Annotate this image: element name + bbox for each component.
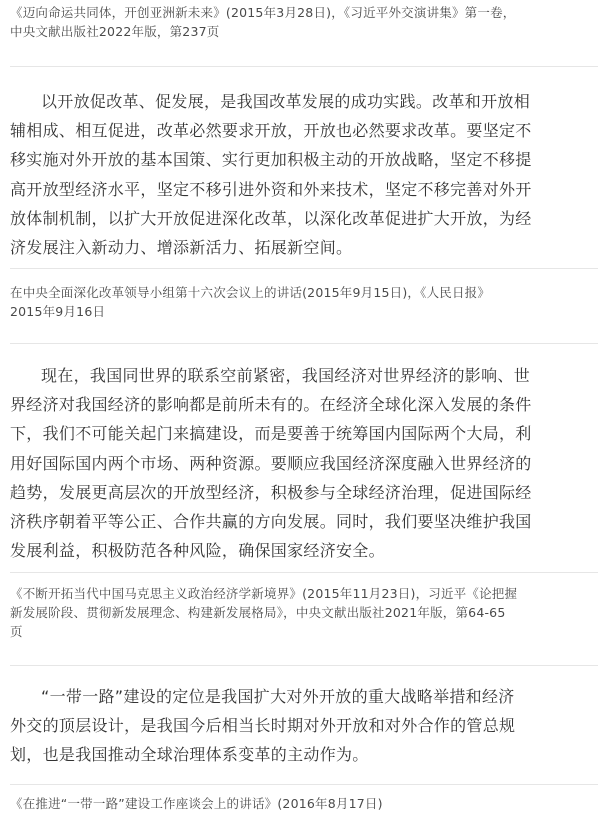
quote-1 — [10, 361, 600, 565]
quote-line: 济秩序朝着平等公正、合作共赢的方向发展。同时，我们要坚决维护我国 — [10, 512, 532, 532]
divider — [10, 665, 598, 666]
quote-line: 界经济对我国经济的影响都是前所未有的。在经济全球化深入发展的条件 — [10, 395, 532, 415]
divider — [10, 784, 598, 785]
quote-line: 趋势，发展更高层次的开放型经济，积极参与全球经济治理，促进国际经 — [10, 482, 532, 502]
quote-line: “一带一路”建设的定位是我国扩大对外开放的重大战略举措和经济 — [41, 687, 515, 706]
citation-line: 《在推进“一带一路”建设工作座谈会上的讲话》(2016年8月17日) — [10, 796, 383, 811]
citation-line: 页 — [10, 624, 23, 639]
citation-0 — [10, 3, 600, 41]
citation-line: 《迈向命运共同体，开创亚洲新未来》(2015年3月28日)，《习近平外交演讲集》第一卷， — [10, 5, 516, 20]
quote-line: 下，我们不可能关起门来搞建设，而是要善于统筹国内国际两个大局，利 — [10, 424, 532, 444]
citation-2 — [10, 584, 600, 641]
quote-line: 用好国际国内两个市场、两种资源。要顺应我国经济深度融入世界经济的 — [10, 453, 532, 473]
divider — [10, 572, 598, 573]
citation-line: 2015年9月16日 — [10, 304, 106, 319]
citation-line: 新发展阶段、贯彻新发展理念、构建新发展格局》，中央文献出版社2021年版，第64-65 — [10, 605, 506, 620]
citation-line: 在中央全面深化改革领导小组第十六次会议上的讲话(2015年9月15日)，《人民日报》 — [10, 285, 491, 300]
citation-3 — [10, 794, 600, 813]
quote-line: 发展利益，积极防范各种风险，确保国家经济安全。 — [10, 541, 385, 561]
quote-0 — [10, 87, 600, 262]
quote-line: 外交的顶层设计，是我国今后相当长时期对外开放和对外合作的管总规 — [10, 716, 516, 736]
citation-line: 《不断开拓当代中国马克思主义政治经济学新境界》(2015年11月23日)，习近平《论把握 — [10, 586, 518, 601]
quote-line: 济发展注入新动力、增添新活力、拓展新空间。 — [10, 238, 353, 258]
quote-line: 高开放型经济水平，坚定不移引进外资和外来技术，坚定不移完善对外开 — [10, 179, 532, 199]
quote-line: 划，也是我国推动全球治理体系变革的主动作为。 — [10, 745, 369, 765]
divider — [10, 343, 598, 344]
divider — [10, 66, 598, 67]
quote-line: 放体制机制，以扩大开放促进深化改革，以深化改革促进扩大开放，为经 — [10, 208, 532, 228]
quote-2 — [10, 682, 600, 770]
quote-line: 移实施对外开放的基本国策、实行更加积极主动的开放战略，坚定不移提 — [10, 150, 532, 170]
quote-line: 以开放促改革、促发展，是我国改革发展的成功实践。改革和开放相 — [41, 92, 531, 111]
divider — [10, 268, 598, 269]
quote-line: 辅相成、相互促进，改革必然要求开放，开放也必然要求改革。要坚定不 — [10, 121, 532, 141]
citation-1 — [10, 283, 600, 321]
quote-line: 现在，我国同世界的联系空前紧密，我国经济对世界经济的影响、世 — [41, 366, 531, 385]
citation-line: 中央文献出版社2022年版，第237页 — [10, 24, 220, 39]
